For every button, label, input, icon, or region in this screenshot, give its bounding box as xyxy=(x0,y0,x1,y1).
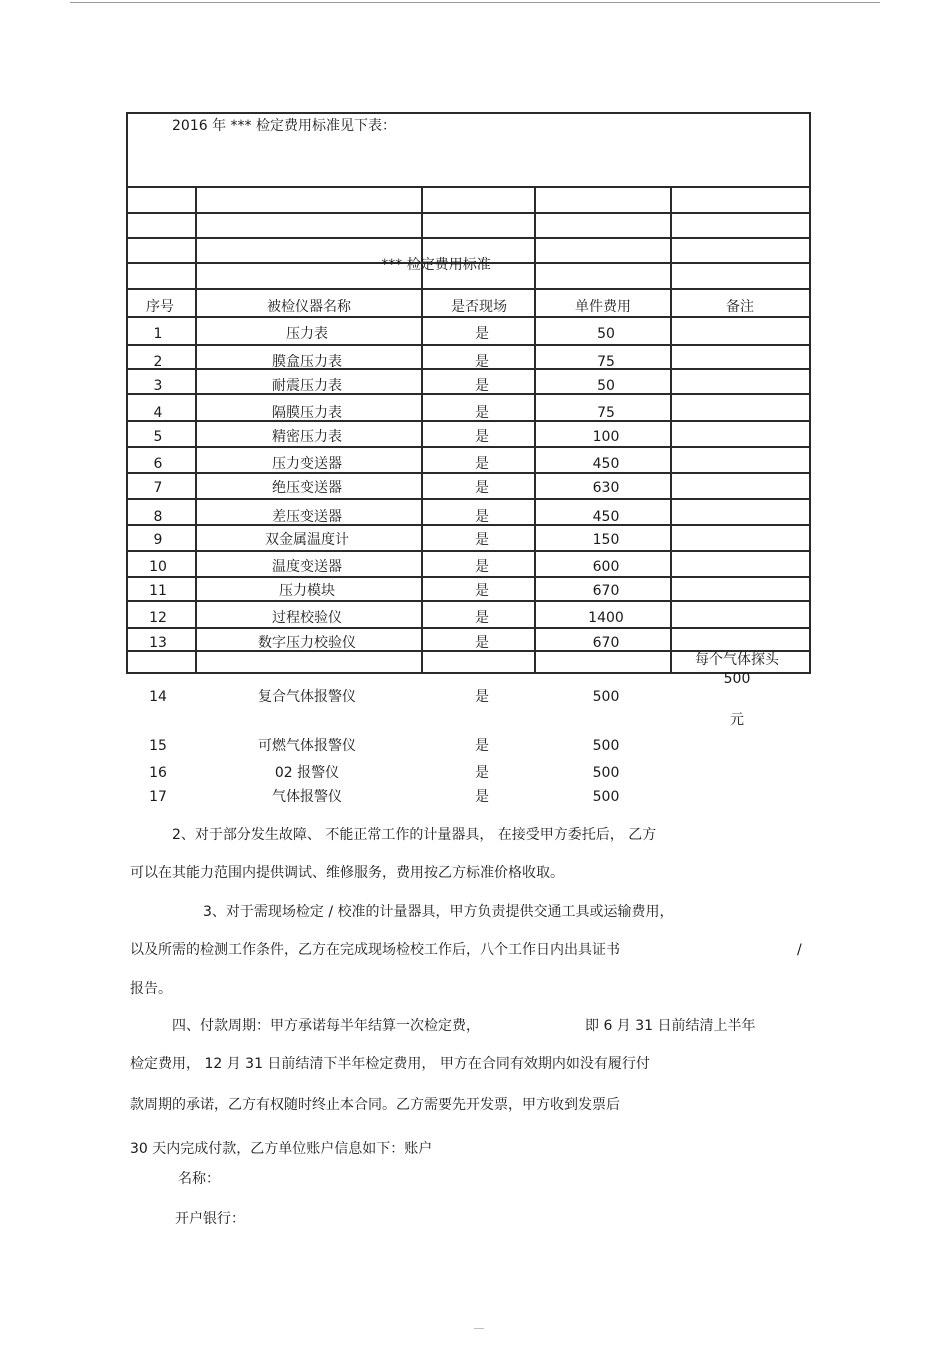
header-fee: 单件费用 xyxy=(575,299,631,315)
bank-label: 开户银行： xyxy=(175,1211,245,1227)
row-no: 4 xyxy=(153,405,163,421)
row-no: 17 xyxy=(149,789,167,805)
row-instrument-name: 02 报警仪 xyxy=(274,765,340,781)
row-onsite: 是 xyxy=(475,326,489,342)
row-onsite: 是 xyxy=(475,378,489,394)
row-fee: 50 xyxy=(597,326,615,342)
row-onsite: 是 xyxy=(475,610,489,626)
page-top-rule xyxy=(70,2,880,3)
row-fee: 1400 xyxy=(588,610,624,626)
row-no: 11 xyxy=(149,583,167,599)
table-hline xyxy=(126,472,811,474)
row-fee: 150 xyxy=(592,532,620,548)
row-onsite: 是 xyxy=(475,429,489,445)
row-fee: 450 xyxy=(592,456,620,472)
header-name: 被检仪器名称 xyxy=(267,299,351,315)
row-no: 9 xyxy=(153,532,163,548)
row-no: 2 xyxy=(153,354,163,370)
row-onsite: 是 xyxy=(475,689,489,705)
row-onsite: 是 xyxy=(475,765,489,781)
row-onsite: 是 xyxy=(475,354,489,370)
payment-line-3: 款周期的承诺，乙方有权随时终止本合同。乙方需要先开发票，甲方收到发票后 xyxy=(130,1097,620,1113)
row-instrument-name: 隔膜压力表 xyxy=(272,405,342,421)
row-instrument-name: 气体报警仪 xyxy=(272,789,342,805)
row-instrument-name: 压力变送器 xyxy=(272,456,342,472)
table-hline xyxy=(126,212,811,214)
intro-line: 2016 年 *** 检定费用标准见下表： xyxy=(172,118,396,134)
row-instrument-name: 温度变送器 xyxy=(272,559,342,575)
row-fee: 500 xyxy=(592,789,620,805)
footer-mark xyxy=(474,1328,484,1329)
row-instrument-name: 可燃气体报警仪 xyxy=(258,738,356,754)
row-onsite: 是 xyxy=(475,532,489,548)
table-header-divider xyxy=(126,186,811,188)
clause-3-line-1: 3、对于需现场检定 / 校准的计量器具，甲方负责提供交通工具或运输费用， xyxy=(203,904,674,920)
row-instrument-name: 压力表 xyxy=(286,326,328,342)
header-onsite: 是否现场 xyxy=(451,299,507,315)
table-hline xyxy=(126,344,811,346)
row-no: 7 xyxy=(153,480,163,496)
row-instrument-name: 双金属温度计 xyxy=(265,532,349,548)
row-onsite: 是 xyxy=(475,789,489,805)
row-no: 1 xyxy=(153,326,163,342)
row-instrument-name: 膜盒压力表 xyxy=(272,354,342,370)
row-no: 13 xyxy=(149,635,167,651)
row-instrument-name: 耐震压力表 xyxy=(272,378,342,394)
row-fee: 630 xyxy=(592,480,620,496)
payment-line-4: 30 天内完成付款，乙方单位账户信息如下：账户 xyxy=(130,1141,433,1157)
row-fee: 50 xyxy=(597,378,615,394)
table-hline xyxy=(126,316,811,318)
row-fee: 670 xyxy=(592,635,620,651)
row-instrument-name: 精密压力表 xyxy=(272,429,342,445)
table-hline xyxy=(126,498,811,500)
row-instrument-name: 过程校验仪 xyxy=(272,610,342,626)
row-instrument-name: 数字压力校验仪 xyxy=(258,635,356,651)
row-fee: 450 xyxy=(592,509,620,525)
table-hline xyxy=(126,393,811,395)
table-hline xyxy=(126,627,811,629)
row-no: 10 xyxy=(149,559,167,575)
row-instrument-name: 差压变送器 xyxy=(272,509,342,525)
table-vline xyxy=(195,187,197,674)
clause-3-line-3: 报告。 xyxy=(130,981,172,997)
row-fee: 500 xyxy=(592,765,620,781)
row-onsite: 是 xyxy=(475,738,489,754)
table-hline xyxy=(126,550,811,552)
table-hline xyxy=(126,446,811,448)
row-instrument-name: 绝压变送器 xyxy=(272,480,342,496)
row-onsite: 是 xyxy=(475,456,489,472)
row-fee: 500 xyxy=(592,689,620,705)
table-hline xyxy=(126,237,811,239)
account-name-label: 名称： xyxy=(178,1171,220,1187)
remark-line-3: 元 xyxy=(730,712,744,728)
row-instrument-name: 压力模块 xyxy=(279,583,335,599)
row-fee: 600 xyxy=(592,559,620,575)
row-onsite: 是 xyxy=(475,583,489,599)
row-no: 12 xyxy=(149,610,167,626)
header-no: 序号 xyxy=(146,299,174,315)
row-onsite: 是 xyxy=(475,480,489,496)
table-hline xyxy=(126,420,811,422)
clause-2-line-2: 可以在其能力范围内提供调试、维修服务，费用按乙方标准价格收取。 xyxy=(130,865,564,881)
remark-line-1: 每个气体探头 xyxy=(695,652,779,668)
row-no: 3 xyxy=(153,378,163,394)
row-no: 6 xyxy=(153,456,163,472)
header-remark: 备注 xyxy=(726,299,754,315)
row-no: 14 xyxy=(149,689,167,705)
table-vline xyxy=(534,187,536,674)
payment-line-1: 四、付款周期：甲方承诺每半年结算一次检定费， xyxy=(172,1018,480,1034)
row-fee: 500 xyxy=(592,738,620,754)
table-hline xyxy=(126,576,811,578)
row-no: 16 xyxy=(149,765,167,781)
row-onsite: 是 xyxy=(475,635,489,651)
table-hline xyxy=(126,524,811,526)
row-fee: 75 xyxy=(597,354,615,370)
row-fee: 75 xyxy=(597,405,615,421)
payment-line-2: 检定费用， 12 月 31 日前结清下半年检定费用， 甲方在合同有效期内如没有履行付 xyxy=(130,1056,650,1072)
clause-3-line-2-end: / xyxy=(797,942,802,958)
row-fee: 670 xyxy=(592,583,620,599)
payment-line-1-end: 即 6 月 31 日前结清上半年 xyxy=(585,1018,756,1034)
row-no: 15 xyxy=(149,738,167,754)
row-onsite: 是 xyxy=(475,405,489,421)
row-fee: 100 xyxy=(592,429,620,445)
row-onsite: 是 xyxy=(475,509,489,525)
table-hline xyxy=(126,600,811,602)
row-instrument-name: 复合气体报警仪 xyxy=(258,689,356,705)
table-hline xyxy=(126,368,811,370)
remark-line-2: 500 xyxy=(723,671,751,687)
row-onsite: 是 xyxy=(475,559,489,575)
table-hline xyxy=(126,288,811,290)
row-no: 8 xyxy=(153,509,163,525)
row-no: 5 xyxy=(153,429,163,445)
table-vline xyxy=(670,187,672,674)
table-title: *** 检定费用标准 xyxy=(381,257,491,273)
clause-3-line-2: 以及所需的检测工作条件，乙方在完成现场检校工作后，八个工作日内出具证书 xyxy=(130,942,620,958)
clause-2-line-1: 2、对于部分发生故障、 不能正常工作的计量器具， 在接受甲方委托后， 乙方 xyxy=(172,827,657,843)
